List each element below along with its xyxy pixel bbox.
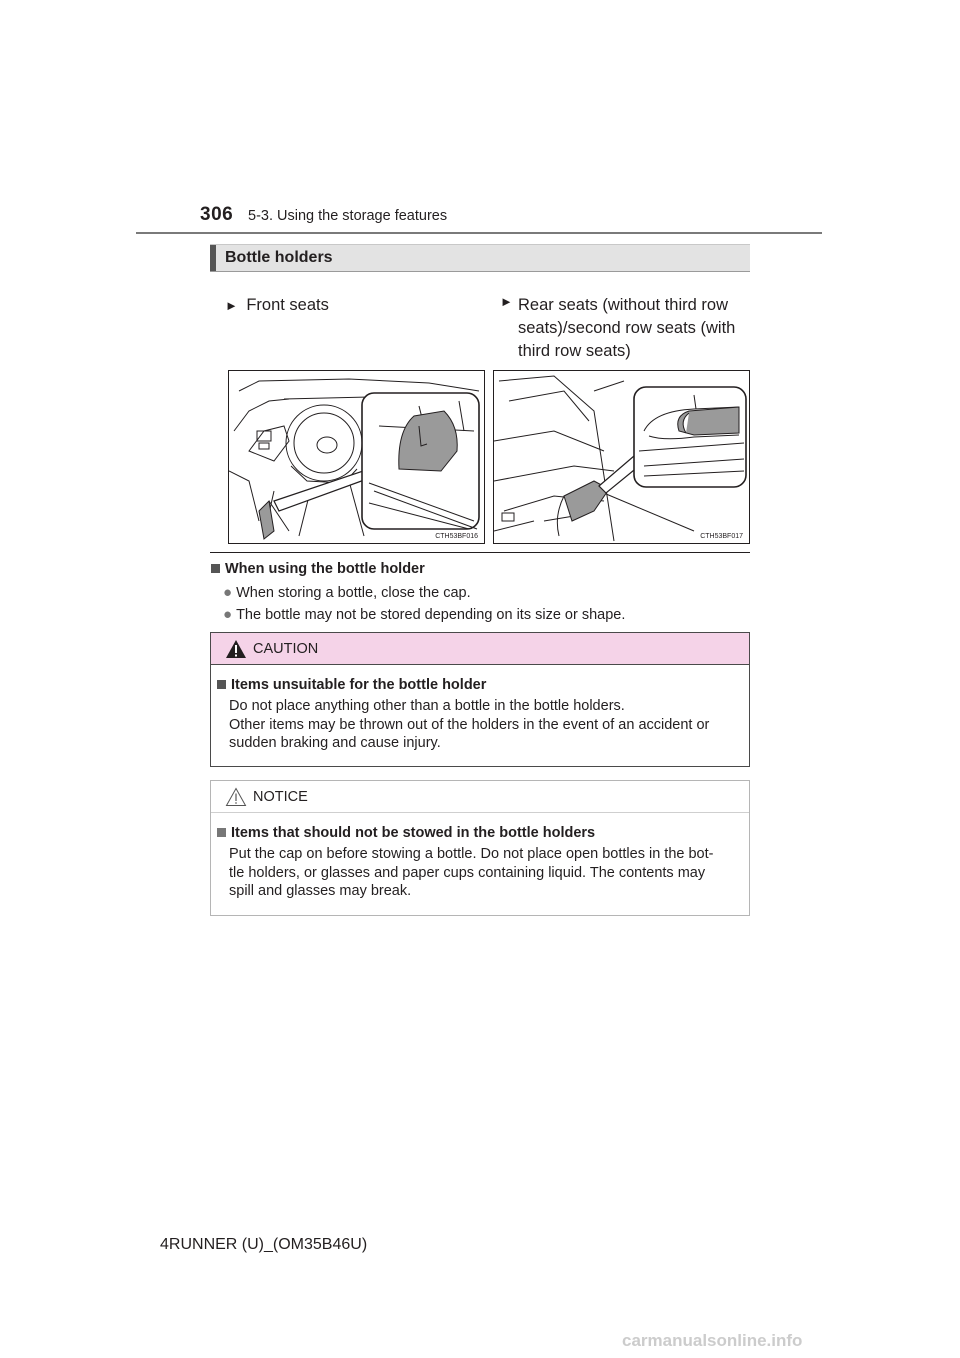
- rear-figure-code: CTH53BF017: [700, 533, 743, 540]
- notice-body: [229, 845, 741, 901]
- front-seats-label: Front seats: [246, 296, 329, 314]
- section-heading-bar: [210, 244, 750, 272]
- square-bullet-icon: [217, 680, 226, 689]
- figure-divider: [210, 552, 750, 553]
- usage-note-heading: [211, 561, 425, 577]
- arrow-right-icon: ►: [225, 298, 238, 313]
- notice-label: NOTICE: [253, 789, 308, 805]
- caution-line: Other items may be thrown out of the holders in the event of an accident or: [229, 716, 710, 733]
- warning-icon: [225, 639, 247, 659]
- notice-subheading-text: Items that should not be stowed in the bottle holders: [231, 825, 596, 841]
- notice-header: [211, 781, 749, 813]
- list-item: [223, 584, 471, 601]
- heading-accent: [210, 245, 216, 271]
- bullet-text: When storing a bottle, close the cap.: [236, 585, 471, 601]
- square-bullet-icon: [217, 828, 226, 837]
- bullet-text: The bottle may not be stored depending on its size or shape.: [236, 607, 626, 623]
- header-divider: [136, 232, 822, 234]
- rear-seats-label-line3: third row seats): [518, 342, 631, 360]
- square-bullet-icon: [211, 564, 220, 573]
- caution-box: [210, 632, 750, 767]
- section-heading: Bottle holders: [225, 249, 333, 266]
- rear-seats-label-line1: Rear seats (without third row: [518, 296, 728, 314]
- section-title: 5-3. Using the storage features: [248, 208, 448, 224]
- notice-subheading: [217, 825, 595, 841]
- front-seats-caption: [225, 294, 329, 317]
- caution-subheading: [217, 677, 486, 693]
- notice-line: Put the cap on before stowing a bottle. Do not place open bottles in the bot-: [229, 846, 714, 862]
- arrow-right-icon: ►: [500, 294, 513, 309]
- list-item: [223, 606, 625, 623]
- bullet-dot-icon: ●: [223, 606, 233, 623]
- notice-line: tle holders, or glasses and paper cups containing liquid. The contents may: [229, 864, 706, 881]
- rear-seats-illustration: [493, 370, 750, 544]
- rear-door-drawing: [494, 371, 749, 543]
- page-number: 306: [200, 204, 234, 225]
- caution-line: Do not place anything other than a bottle in the bottle holders.: [229, 698, 625, 714]
- bullet-dot-icon: ●: [223, 584, 233, 601]
- caution-subheading-text: Items unsuitable for the bottle holder: [231, 677, 487, 693]
- front-figure-code: CTH53BF016: [435, 533, 478, 540]
- front-seats-illustration: [228, 370, 485, 544]
- notice-line: spill and glasses may break.: [229, 883, 412, 899]
- usage-note-heading-text: When using the bottle holder: [225, 561, 425, 577]
- watermark: carmanualsonline.info: [622, 1331, 803, 1350]
- front-dashboard-drawing: [229, 371, 484, 543]
- caution-line: sudden braking and cause injury.: [229, 735, 441, 751]
- warning-outline-icon: [225, 787, 247, 807]
- rear-seats-label-line2: seats)/second row seats (with: [518, 319, 736, 337]
- footer-model-code: 4RUNNER (U)_(OM35B46U): [160, 1236, 368, 1253]
- caution-label: CAUTION: [253, 641, 319, 657]
- caution-body: [229, 697, 741, 753]
- rear-seats-caption: [500, 294, 750, 363]
- notice-box: [210, 780, 750, 916]
- caution-header: [211, 633, 749, 665]
